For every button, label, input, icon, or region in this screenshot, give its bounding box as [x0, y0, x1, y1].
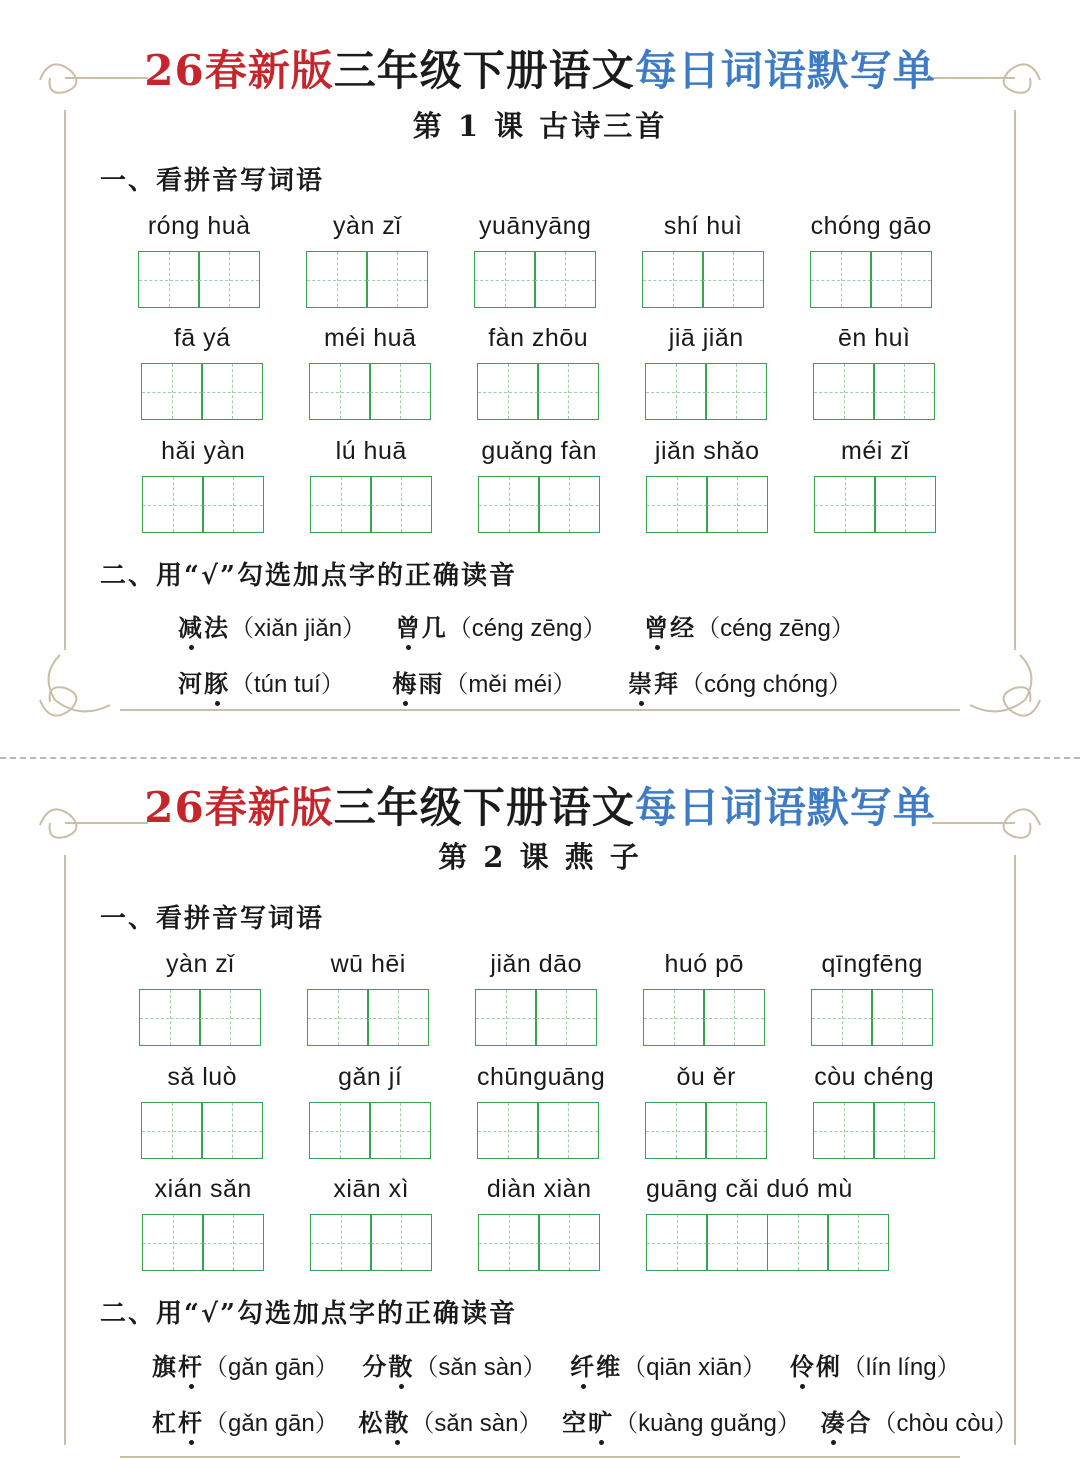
pinyin-label: xián sǎn — [154, 1175, 252, 1203]
writing-grid — [813, 363, 935, 420]
pinyin-label: shí huì — [663, 212, 743, 240]
pinyin-label: ǒu ěr — [676, 1063, 736, 1091]
writing-grid — [478, 1214, 600, 1271]
reading-options[interactable]: （kuàng guǎng） — [614, 1410, 801, 1437]
writing-box[interactable] — [201, 1102, 263, 1159]
writing-box[interactable] — [199, 989, 261, 1046]
writing-box[interactable] — [537, 1102, 599, 1159]
writing-box[interactable] — [477, 1102, 539, 1159]
writing-box[interactable] — [309, 1102, 371, 1159]
writing-grid — [141, 1102, 263, 1159]
writing-box[interactable] — [142, 1214, 204, 1271]
pinyin-label: ēn huì — [837, 324, 911, 352]
writing-box[interactable] — [306, 251, 368, 308]
word-item — [810, 210, 932, 308]
writing-grid — [141, 363, 263, 420]
pinyin-label: chóng gāo — [810, 212, 932, 240]
word-item — [309, 322, 431, 420]
writing-box[interactable] — [873, 1102, 935, 1159]
pinyin-label: sǎ luò — [167, 1063, 238, 1091]
dotted-char: 杆 — [178, 1347, 204, 1382]
pinyin-label: huó pō — [664, 950, 744, 978]
dotted-char: 减 — [178, 608, 204, 643]
writing-grid — [814, 476, 936, 533]
writing-box[interactable] — [874, 476, 936, 533]
pinyin-label: yàn zǐ — [333, 212, 402, 240]
reading-question[interactable] — [628, 664, 852, 699]
reading-question[interactable] — [790, 1347, 961, 1382]
writing-grid — [646, 476, 768, 533]
word-item — [310, 1173, 432, 1271]
plain-char: 松 — [358, 1408, 385, 1437]
writing-box[interactable] — [307, 989, 369, 1046]
section-reading-heading: 二、用“√”勾选加点字的正确读音 — [100, 561, 517, 591]
reading-options[interactable]: （chòu còu） — [872, 1410, 1018, 1437]
word-item — [309, 1061, 431, 1159]
writing-grid — [309, 363, 431, 420]
pinyin-label: hǎi yàn — [161, 437, 246, 465]
writing-box[interactable] — [141, 1102, 203, 1159]
reading-options[interactable]: （sǎn sàn） — [410, 1410, 543, 1437]
pinyin-label: guǎng fàn — [481, 437, 598, 465]
word-item — [475, 948, 597, 1046]
reading-options[interactable]: （měi méi） — [444, 671, 577, 698]
worksheet-lesson-2 — [0, 765, 1080, 1461]
writing-grid — [474, 251, 596, 308]
section-pinyin-heading: 一、看拼音写词语 — [100, 166, 325, 196]
writing-grid — [646, 1214, 889, 1271]
word-item — [474, 210, 596, 308]
writing-grid — [307, 989, 429, 1046]
writing-grid — [645, 1102, 767, 1159]
writing-grid — [477, 363, 599, 420]
word-item — [478, 435, 600, 533]
writing-box[interactable] — [310, 476, 372, 533]
word-item — [477, 1061, 605, 1159]
worksheet-title — [0, 775, 1080, 835]
reading-question[interactable] — [392, 664, 576, 699]
plain-char: 空 — [562, 1408, 589, 1437]
writing-box[interactable] — [478, 1214, 540, 1271]
writing-box[interactable] — [538, 476, 600, 533]
lesson-title: 第 2 课 燕 子 — [438, 840, 642, 874]
writing-box[interactable] — [369, 363, 431, 420]
reading-options[interactable]: （gǎn gān） — [204, 1354, 339, 1381]
writing-box[interactable] — [646, 476, 708, 533]
question-row — [152, 1403, 1018, 1438]
pinyin-label: méi zǐ — [841, 437, 910, 465]
plain-char: 几 — [421, 613, 448, 642]
title-type: 每日词语默写单 — [634, 783, 936, 832]
word-item — [643, 948, 765, 1046]
pinyin-label: méi huā — [323, 324, 417, 352]
pinyin-label: jiǎn dāo — [490, 950, 582, 978]
reading-question[interactable] — [821, 1403, 1018, 1438]
writing-box[interactable] — [813, 363, 875, 420]
writing-grid — [310, 1214, 432, 1271]
plain-char: 雨 — [418, 669, 445, 698]
word-item — [645, 1061, 767, 1159]
word-item — [646, 1173, 889, 1271]
reading-options[interactable]: （xiǎn jiǎn） — [230, 615, 367, 642]
question-row — [178, 608, 877, 643]
writing-box[interactable] — [642, 251, 704, 308]
writing-box[interactable] — [370, 1214, 432, 1271]
word-item — [310, 435, 432, 533]
reading-options[interactable]: （cóng chóng） — [680, 671, 853, 698]
word-item — [478, 1173, 600, 1271]
word-item — [139, 948, 261, 1046]
pinyin-label: chūnguāng — [477, 1063, 606, 1091]
writing-box[interactable] — [810, 251, 872, 308]
plain-char: 河 — [178, 669, 204, 698]
word-item — [138, 210, 260, 308]
writing-grid — [142, 1214, 264, 1271]
writing-box[interactable] — [475, 989, 537, 1046]
word-item — [142, 1173, 264, 1271]
word-item — [813, 322, 935, 420]
writing-box[interactable] — [811, 989, 873, 1046]
writing-grid — [642, 251, 764, 308]
writing-box[interactable] — [535, 989, 597, 1046]
writing-box[interactable] — [871, 989, 933, 1046]
word-item — [142, 435, 264, 533]
plain-char: 维 — [596, 1352, 623, 1381]
writing-grid — [478, 476, 600, 533]
writing-box[interactable] — [534, 251, 596, 308]
writing-box[interactable] — [474, 251, 536, 308]
word-item — [141, 1061, 263, 1159]
plain-char: 经 — [670, 613, 697, 642]
writing-box[interactable] — [141, 363, 203, 420]
word-item — [645, 322, 767, 420]
dotted-char: 杆 — [178, 1403, 204, 1438]
writing-box[interactable] — [202, 1214, 264, 1271]
plain-char: 分 — [362, 1352, 389, 1381]
writing-box[interactable] — [870, 251, 932, 308]
word-item — [646, 435, 768, 533]
pinyin-label: wū hēi — [330, 950, 406, 978]
writing-box[interactable] — [702, 251, 764, 308]
word-item — [306, 210, 428, 308]
question-row — [178, 664, 874, 699]
writing-box[interactable] — [706, 476, 768, 533]
writing-box[interactable] — [537, 363, 599, 420]
word-item — [477, 322, 599, 420]
writing-box[interactable] — [538, 1214, 600, 1271]
writing-grid — [310, 476, 432, 533]
reading-question[interactable] — [562, 1403, 801, 1438]
plain-char: 合 — [846, 1408, 873, 1437]
reading-question[interactable] — [570, 1347, 766, 1382]
pinyin-label: yàn zǐ — [166, 950, 235, 978]
word-item — [642, 210, 764, 308]
dotted-char: 豚 — [204, 664, 230, 699]
writing-box[interactable] — [198, 251, 260, 308]
writing-box[interactable] — [309, 363, 371, 420]
pinyin-label: jiā jiǎn — [668, 324, 744, 352]
pinyin-label: yuānyāng — [478, 212, 592, 240]
writing-box[interactable] — [367, 989, 429, 1046]
word-item — [307, 948, 429, 1046]
pinyin-label: jiǎn shǎo — [654, 437, 760, 465]
writing-box[interactable] — [201, 363, 263, 420]
dotted-char: 梅 — [392, 664, 418, 699]
writing-box[interactable] — [827, 1214, 889, 1271]
title-edition: 26春新版 — [144, 46, 334, 95]
reading-options[interactable]: （gǎn gān） — [204, 1410, 339, 1437]
dotted-char: 崇 — [628, 664, 654, 699]
writing-grid — [643, 989, 765, 1046]
writing-box[interactable] — [139, 989, 201, 1046]
writing-box[interactable] — [643, 989, 705, 1046]
plain-char: 杠 — [152, 1408, 178, 1437]
word-item — [141, 322, 263, 420]
reading-options[interactable]: （tún tuí） — [230, 671, 345, 698]
writing-grid — [139, 989, 261, 1046]
writing-grid — [475, 989, 597, 1046]
question-row — [152, 1347, 961, 1382]
writing-grid — [138, 251, 260, 308]
reading-options[interactable]: （lín líng） — [841, 1354, 961, 1381]
reading-question[interactable] — [178, 664, 345, 699]
writing-grid — [813, 1102, 935, 1159]
dotted-char: 曾 — [396, 608, 422, 643]
writing-box[interactable] — [645, 1102, 707, 1159]
writing-box[interactable] — [366, 251, 428, 308]
writing-grid — [811, 989, 933, 1046]
pinyin-label: gǎn jí — [338, 1063, 403, 1091]
pinyin-label: lú huā — [335, 437, 407, 465]
section-reading-heading: 二、用“√”勾选加点字的正确读音 — [100, 1299, 517, 1329]
section-pinyin-heading: 一、看拼音写词语 — [100, 904, 325, 934]
reading-question[interactable] — [362, 1347, 546, 1382]
reading-options[interactable]: （qiān xiān） — [622, 1354, 767, 1381]
pinyin-label: qīngfēng — [821, 950, 923, 978]
writing-box[interactable] — [705, 363, 767, 420]
pinyin-label: còu chéng — [814, 1063, 935, 1091]
title-grade: 三年级下册语文 — [333, 46, 635, 95]
title-edition: 26春新版 — [144, 783, 334, 832]
writing-box[interactable] — [310, 1214, 372, 1271]
reading-question[interactable] — [152, 1347, 339, 1382]
plain-char: 旗 — [152, 1352, 178, 1381]
reading-question[interactable] — [358, 1403, 542, 1438]
writing-box[interactable] — [478, 476, 540, 533]
writing-grid — [477, 1102, 605, 1159]
writing-box[interactable] — [705, 1102, 767, 1159]
writing-box[interactable] — [873, 363, 935, 420]
pinyin-label: fā yá — [173, 324, 231, 352]
reading-question[interactable] — [152, 1403, 339, 1438]
word-item — [814, 435, 936, 533]
writing-box[interactable] — [369, 1102, 431, 1159]
writing-box[interactable] — [477, 363, 539, 420]
writing-grid — [810, 251, 932, 308]
reading-options[interactable]: （céng zēng） — [447, 615, 607, 642]
plain-char: 俐 — [815, 1352, 842, 1381]
pinyin-label: guāng cǎi duó mù — [646, 1175, 853, 1203]
dotted-char: 散 — [384, 1403, 410, 1438]
title-grade: 三年级下册语文 — [333, 783, 635, 832]
reading-options[interactable]: （sǎn sàn） — [414, 1354, 547, 1381]
title-type: 每日词语默写单 — [634, 46, 936, 95]
dotted-char: 凑 — [821, 1403, 847, 1438]
dotted-char: 纤 — [570, 1347, 596, 1382]
pinyin-label: diàn xiàn — [486, 1175, 592, 1203]
writing-box[interactable] — [767, 1214, 829, 1271]
writing-box[interactable] — [703, 989, 765, 1046]
writing-box[interactable] — [202, 476, 264, 533]
plain-char: 法 — [204, 613, 230, 642]
pinyin-label: róng huà — [147, 212, 251, 240]
writing-box[interactable] — [142, 476, 204, 533]
reading-question[interactable] — [396, 608, 607, 643]
page-divider — [0, 757, 1080, 759]
writing-box[interactable] — [645, 363, 707, 420]
writing-grid — [645, 363, 767, 420]
plain-char: 拜 — [654, 669, 681, 698]
worksheet-title — [0, 38, 1080, 98]
reading-options[interactable]: （céng zēng） — [696, 615, 855, 642]
reading-question[interactable] — [644, 608, 855, 643]
writing-box[interactable] — [370, 476, 432, 533]
writing-box[interactable] — [138, 251, 200, 308]
reading-question[interactable] — [178, 608, 366, 643]
writing-box[interactable] — [706, 1214, 768, 1271]
dotted-char: 旷 — [588, 1403, 614, 1438]
word-item — [813, 1061, 935, 1159]
lesson-title: 第 1 课 古诗三首 — [412, 109, 668, 143]
word-item — [811, 948, 933, 1046]
pinyin-label: xiān xì — [333, 1175, 410, 1203]
dotted-char: 伶 — [790, 1347, 816, 1382]
writing-box[interactable] — [814, 476, 876, 533]
pinyin-label: fàn zhōu — [488, 324, 589, 352]
writing-box[interactable] — [646, 1214, 708, 1271]
dotted-char: 曾 — [644, 608, 670, 643]
writing-grid — [142, 476, 264, 533]
writing-grid — [309, 1102, 431, 1159]
writing-grid — [306, 251, 428, 308]
dotted-char: 散 — [388, 1347, 414, 1382]
writing-box[interactable] — [813, 1102, 875, 1159]
